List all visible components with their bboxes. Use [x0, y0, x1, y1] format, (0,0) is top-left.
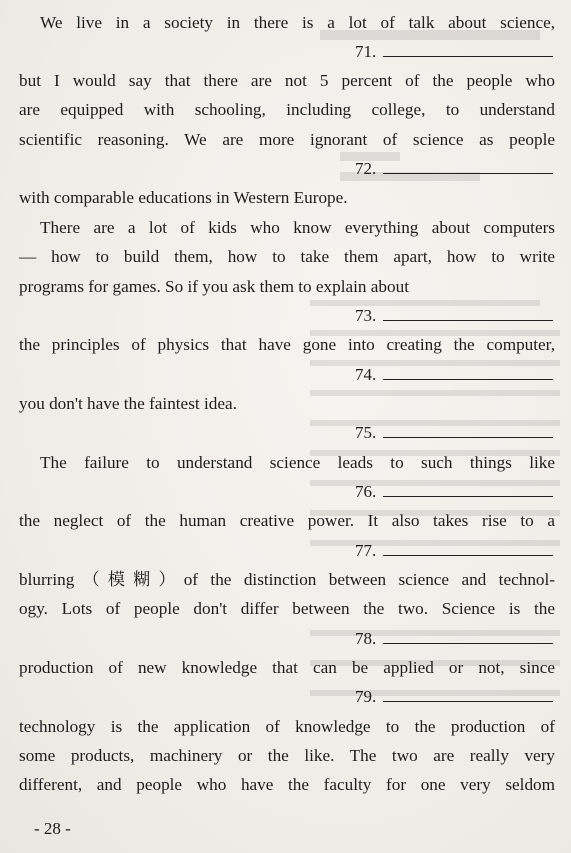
answer-blank-71[interactable] — [355, 41, 553, 63]
text-line-1: We live in a society in there is a lot of talk about science, — [40, 13, 555, 32]
blank-number: 76. — [355, 482, 377, 501]
text-line-5: with comparable educations in Western Europe. — [19, 188, 348, 207]
text-line-14: ogy. Lots of people don't differ between the two. Science is the — [19, 599, 555, 618]
text-line-2: but I would say that there are not 5 percent of the people who — [19, 71, 555, 90]
blank-number: 77. — [355, 541, 377, 560]
text-line-6: There are a lot of kids who know everything about computers — [40, 218, 555, 237]
text-line-10: you don't have the faintest idea. — [19, 394, 237, 413]
text-line-12: the neglect of the human creative power. It also takes rise to a — [19, 511, 555, 530]
text-line-15: production of new knowledge that can be applied or not, since — [19, 658, 555, 677]
blank-underline — [383, 365, 553, 380]
blank-underline — [383, 159, 553, 174]
blank-underline — [383, 42, 553, 57]
text-line-18: different, and people who have the faculty for one very seldom — [19, 775, 555, 794]
blank-number: 79. — [355, 687, 377, 706]
blank-number: 78. — [355, 629, 377, 648]
text-line-17: some products, machinery or the like. The two are really very — [19, 746, 555, 765]
answer-blank-77[interactable] — [355, 540, 553, 562]
answer-blank-73[interactable] — [355, 305, 553, 327]
text-line-3: are equipped with schooling, including college, to understand — [19, 100, 555, 119]
answer-blank-78[interactable] — [355, 628, 553, 650]
blank-number: 72. — [355, 159, 377, 178]
answer-blank-75[interactable] — [355, 422, 553, 444]
answer-blank-76[interactable] — [355, 481, 553, 503]
blank-underline — [383, 306, 553, 321]
text-line-9: the principles of physics that have gone into creating the computer, — [19, 335, 555, 354]
blank-underline — [383, 687, 553, 702]
text-line-7: — how to build them, how to take them apart, how to write — [19, 247, 555, 266]
blank-number: 73. — [355, 306, 377, 325]
answer-blank-74[interactable] — [355, 364, 553, 386]
blank-number: 71. — [355, 42, 377, 61]
blank-underline — [383, 482, 553, 497]
page-number: - 28 - — [34, 819, 71, 838]
blank-underline — [383, 423, 553, 438]
blank-number: 75. — [355, 423, 377, 442]
blank-underline — [383, 541, 553, 556]
text-line-11: The failure to understand science leads to such things like — [40, 453, 555, 472]
text-line-13: blurring（模糊）of the distinction between science and technol- — [19, 570, 555, 589]
blank-underline — [383, 629, 553, 644]
answer-blank-72[interactable] — [355, 158, 553, 180]
answer-blank-79[interactable] — [355, 686, 553, 708]
text-line-4: scientific reasoning. We are more ignorant of science as people — [19, 130, 555, 149]
text-line-16: technology is the application of knowledge to the production of — [19, 717, 555, 736]
blank-number: 74. — [355, 365, 377, 384]
text-line-8: programs for games. So if you ask them to explain about — [19, 277, 409, 296]
